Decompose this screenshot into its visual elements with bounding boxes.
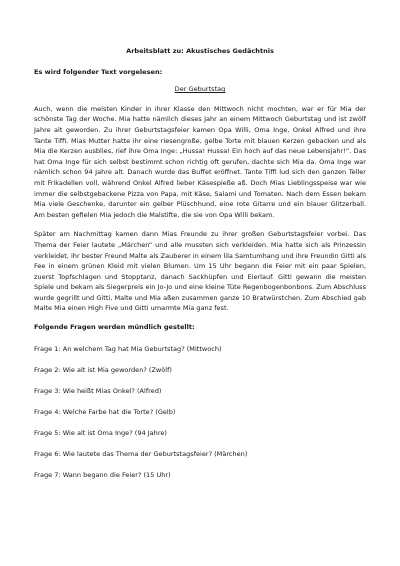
question-item: Frage 4: Welche Farbe hat die Torte? (Gelb) xyxy=(34,407,176,416)
worksheet-page xyxy=(34,46,366,491)
worksheet-title: Arbeitsblatt zu: Akustisches Gedächtnis xyxy=(126,47,274,55)
question-item: Frage 7: Wann begann die Feier? (15 Uhr) xyxy=(34,470,171,479)
questions-list xyxy=(34,344,366,481)
story-paragraph-1: Auch, wenn die meisten Kinder in ihrer Klasse den Mittwoch nicht mochten, war er für Mia der schönste Tag der Woche. Mia hatte nämlich dieses Jahr an einem Mittwoch Geburtstag und ist zwölf Jahre alt geworden. Zu ihrer Geburtstagsfeier kamen Opa Willi, Oma Inge, Onkel Alfred und ihre Tante Tiffi. Mias Mutter hatte ihr eine riesengroße, gelbe Torte mit blauen Kerzen gebacken und als Mia die Kerzen ausblies, rief ihre Oma Inge: „Hussa! Hussa! Ein hoch auf das neue Lebensjahr!“. Das hat Oma Inge für sich selbst bestimmt schon richtig oft gerufen, dachte sich Mia da. Oma Inge war nämlich schon 94 Jahre alt. Danach wurde das Buffet eröffnet. Tante Tiffi lud sich den ganzen Teller mit Frikadellen voll, während Onkel Alfred lieber Käsespieße aß. Doch Mias Lieblingsspeise war wie immer die selbstgebackene Pizza von Papa, mit Käse, Salami und Tomaten. Nach dem Essen bekam Mia viele Geschenke, darunter ein gelber Plüschhund, eine rote Gitarre und ein blauer Glitzerball. Am besten gefielen Mia jedoch die Malstifte, die sie von Opa Willi bekam. xyxy=(34,104,366,219)
question-item: Frage 2: Wie alt ist Mia geworden? (Zwölf) xyxy=(34,365,172,374)
questions-heading: Folgende Fragen werden mündlich gestellt: xyxy=(34,323,195,332)
question-item: Frage 3: Wie heißt Mias Onkel? (Alfred) xyxy=(34,386,162,395)
story-title: Der Geburtstag xyxy=(174,85,226,94)
story-paragraph-2: Später am Nachmittag kamen dann Mias Freunde zu ihrer großen Geburtstagsfeier vorbei. Das Thema der Feier lautete „Märchen“ und alle mussten sich verkleiden. Mia hatte sich als Prinzessin verkleidet, ihr bester Freund Malte als Zauberer in einem lila Samtumhang und ihre Freundin Gitti als Fee in einem grünen Kleid mit vielen Blumen. Um 15 Uhr begann die Feier mit ein paar Spielen, zuerst Topfschlagen und Stopptanz, danach Sackhüpfen und Eierlauf. Gitti gewann die meisten Spiele und bekam als Siegerpreis ein Jo-Jo und eine kleine Tüte Regenbogenbonbons. Zum Abschluss wurde gegrillt und Gitti, Malte und Mia aßen zusammen ganze 10 Bratwürstchen. Zum Abschied gab Malte Mia einen High Five und Gitti umarmte Mia ganz fest. xyxy=(34,230,366,313)
question-item: Frage 6: Wie lautete das Thema der Geburtstagsfeier? (Märchen) xyxy=(34,449,248,458)
question-item: Frage 5: Wie alt ist Oma Inge? (94 Jahre) xyxy=(34,428,167,437)
question-item: Frage 1: An welchem Tag hat Mia Geburtstag? (Mittwoch) xyxy=(34,344,222,353)
intro-line: Es wird folgender Text vorgelesen: xyxy=(34,67,163,76)
